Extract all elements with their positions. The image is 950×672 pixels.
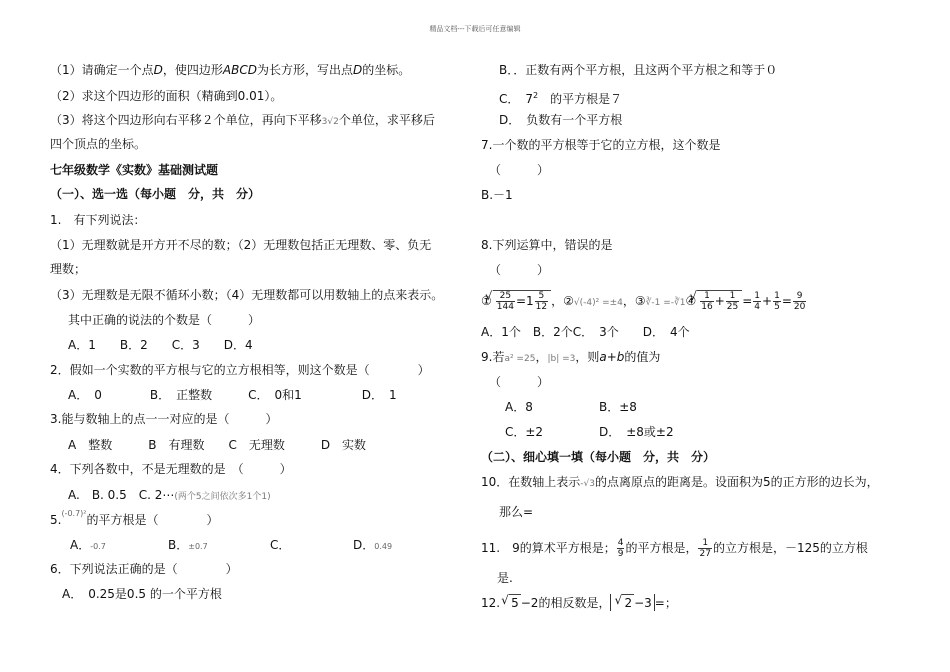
q9-option-b: B．±8 — [599, 400, 637, 414]
q7-blank: （ ） — [489, 163, 550, 177]
numerator: √ 1 — [700, 291, 713, 302]
q5-option-b — [168, 537, 208, 555]
math-expr: (-0.7)² — [61, 509, 87, 518]
text: 的平方根是， — [625, 541, 698, 555]
math-expr: ±0.7 — [188, 542, 208, 551]
numerator: 1 — [698, 538, 711, 549]
text: D — [153, 63, 163, 77]
text: 为长方形，写出点 — [256, 63, 353, 77]
q8-choices: ① √ $\frac{25}{144}$ =1 $\frac{5}{12}$ ，②√(-4)² =±4，③∛-1 =-∛1④ √ $\frac{1}{16}$ + $\frac{1}{25}$ = $\frac{1}{4}$ + $\frac{1}{5}$ = $\frac{9}{20}$ — [481, 290, 807, 312]
denominator: 12 — [535, 302, 548, 312]
text: （1）请确定一个点 — [50, 63, 154, 77]
q9-blank: （ ） — [489, 375, 550, 389]
q3-options: A 整数 B 有理数 C 无理数 D 实数 — [68, 438, 367, 452]
fraction — [535, 291, 548, 312]
numerator: √ 25 — [496, 291, 515, 302]
text: D． — [353, 538, 375, 552]
fraction — [617, 538, 625, 559]
text: ，使四边形 — [162, 63, 223, 77]
math-expr: -√3 — [580, 479, 595, 489]
section-2-heading: （二）、细心填一填（每小题 分，共 分） — [481, 450, 716, 464]
q5-option-a — [70, 537, 106, 555]
fraction — [496, 291, 515, 312]
q6-option-c — [499, 88, 622, 107]
q7-stem: 7.一个数的平方根等于它的立方根，这个数是 — [481, 138, 721, 152]
numerator: 1 — [726, 291, 739, 302]
numerator: 1 — [774, 291, 780, 301]
q6-option-a: A． 0.25是0.5 的一个平方根 — [62, 587, 222, 601]
page-header: 精品文档---下载后可任意编辑 — [429, 25, 521, 33]
q9-option-d: D． ±8或±2 — [599, 425, 674, 439]
q1-question: 其中正确的说法的个数是（ ） — [68, 313, 261, 327]
text: 的坐标。 — [362, 63, 411, 77]
fraction — [753, 291, 761, 312]
q12-stem — [481, 594, 677, 611]
fraction — [773, 291, 781, 312]
denominator: 16 — [701, 302, 713, 312]
text: ④ — [685, 294, 697, 308]
q1-statement-c: （3）无理数是无限不循环小数；（4）无理数都可以用数轴上的点来表示。 — [50, 288, 444, 302]
text: 9.若 — [481, 350, 505, 364]
text: A. B. 0.5 C. 2⋯ — [68, 488, 175, 502]
q6-option-b: B．．正数有两个平方根，且这两个平方根之和等于０ — [499, 63, 778, 77]
q9-stem: 9.若a² =25，|b| =3，则a+b的值为 — [481, 350, 661, 364]
q8-stem: 8.下列运算中，错误的是 — [481, 238, 613, 252]
q3-stem: 3.能与数轴上的点一一对应的是（ ） — [50, 412, 278, 426]
q11-stem — [481, 538, 868, 559]
text: C． 7 — [499, 92, 534, 106]
numerator: 1 — [754, 291, 761, 301]
q1-options: A．1 B．2 C．3 D．4 — [68, 338, 253, 352]
text: −3 — [634, 596, 652, 610]
text: 5. — [50, 513, 62, 527]
denominator: 25 — [726, 302, 739, 312]
q1-statement-b: 理数； — [50, 262, 87, 276]
math-expr: a+b — [599, 350, 625, 364]
text: 11. 9的算术平方根是； — [481, 541, 616, 555]
denominator: 27 — [699, 549, 711, 559]
q6-stem: 6．下列说法正确的是（ ） — [50, 562, 238, 576]
q4-stem: 4．下列各数中，不是无理数的是 （ ） — [50, 462, 292, 476]
sqrt-expr: √ 5 — [509, 594, 521, 611]
q9-option-a: A．8 — [505, 400, 533, 414]
math-expr: 0.49 — [374, 542, 393, 551]
denominator: 20 — [793, 302, 806, 312]
fraction — [700, 291, 713, 312]
text: A． — [70, 538, 91, 552]
q1-statement-a: （1）无理数就是开方开不尽的数；（2）无理数包括正无理数、零、负无 — [50, 238, 432, 252]
q5-option-c: C． — [270, 538, 291, 552]
denominator: 9 — [617, 549, 624, 559]
question-part-2: （2）求这个四边形的面积（精确到0.01）。 — [50, 89, 283, 103]
q5-option-d — [353, 537, 392, 555]
text: 的相反数是， — [538, 596, 611, 610]
math-expr: -0.7 — [90, 542, 106, 551]
q8-options: A．1个 B．2个C． 3个 D． 4个 — [481, 325, 690, 339]
q7-option: B.－1 — [481, 188, 513, 202]
q11-cont: 是. — [497, 571, 513, 585]
denominator: 5 — [774, 302, 780, 312]
q10-stem — [481, 474, 879, 492]
test-title: 七年级数学《实数》基础测试题 — [50, 163, 219, 177]
text: 10．在数轴上表示 — [481, 475, 581, 489]
sqrt-expr-4: √ $\frac{1}{16}$ + $\frac{1}{25}$ — [697, 290, 742, 312]
text: 的点离原点的距离是。设面积为5的正方形的边长为， — [595, 475, 879, 489]
denominator: 4 — [754, 302, 761, 312]
text: ，② — [551, 294, 574, 308]
q9-option-c: C．±2 — [505, 425, 544, 439]
fraction — [793, 291, 806, 312]
math-expr: |b| =3 — [547, 354, 576, 364]
math-expr: ∛-1 =-∛1 — [645, 298, 686, 308]
question-part-3 — [50, 112, 435, 130]
superscript: 2 — [533, 91, 539, 100]
text: 的值为 — [624, 350, 661, 364]
text: =； — [654, 596, 677, 610]
text: 的平方根是（ ） — [86, 513, 219, 527]
q1-stem: 1. 有下列说法： — [50, 213, 146, 227]
numerator: 5 — [535, 291, 548, 302]
text: D — [352, 63, 363, 77]
q2-stem: 2．假如一个实数的平方根与它的立方根相等，则这个数是（ ） — [50, 363, 430, 377]
q8-blank: （ ） — [489, 263, 550, 277]
numerator: 4 — [617, 538, 624, 548]
text: 的平方根是７ — [538, 92, 623, 106]
text: 个单位，求平移后 — [338, 113, 435, 127]
text: ，则 — [575, 350, 600, 364]
note: (两个5之间依次多1个1) — [174, 492, 271, 502]
sqrt-expr-1: √ $\frac{25}{144}$ =1 $\frac{5}{12}$ — [493, 290, 551, 312]
numerator: 9 — [793, 291, 806, 302]
math-expr: 3√2 — [321, 117, 339, 127]
denominator: 144 — [496, 302, 514, 312]
q10-cont: 那么= — [499, 505, 534, 519]
q6-option-d: D． 负数有一个平方根 — [499, 113, 623, 127]
fraction — [698, 538, 711, 559]
q4-options — [68, 487, 271, 505]
math-expr: √(-4)² =±4 — [573, 298, 623, 308]
q2-options: A． 0 B． 正整数 C． 0和1 D． 1 — [68, 388, 397, 402]
sqrt-expr: √ 2 — [622, 594, 634, 611]
text: 的立方根是，－125的立方根 — [712, 541, 868, 555]
question-part-1 — [50, 62, 410, 78]
q5-stem — [50, 509, 219, 530]
abs-expr — [610, 594, 654, 611]
text: ，③ — [622, 294, 646, 308]
text: ① — [481, 294, 492, 308]
text: −2 — [520, 596, 539, 610]
text: B． — [168, 538, 189, 552]
text: （3）将这个四边形向右平移２个单位，再向下平移 — [50, 113, 322, 127]
question-part-3-cont: 四个顶点的坐标。 — [50, 137, 147, 151]
fraction — [726, 291, 739, 312]
section-1-heading: （一）、选一选（每小题 分，共 分） — [50, 187, 261, 201]
text: 12. — [481, 596, 501, 610]
text: ABCD — [222, 63, 257, 77]
math-expr: a² =25 — [504, 354, 536, 364]
